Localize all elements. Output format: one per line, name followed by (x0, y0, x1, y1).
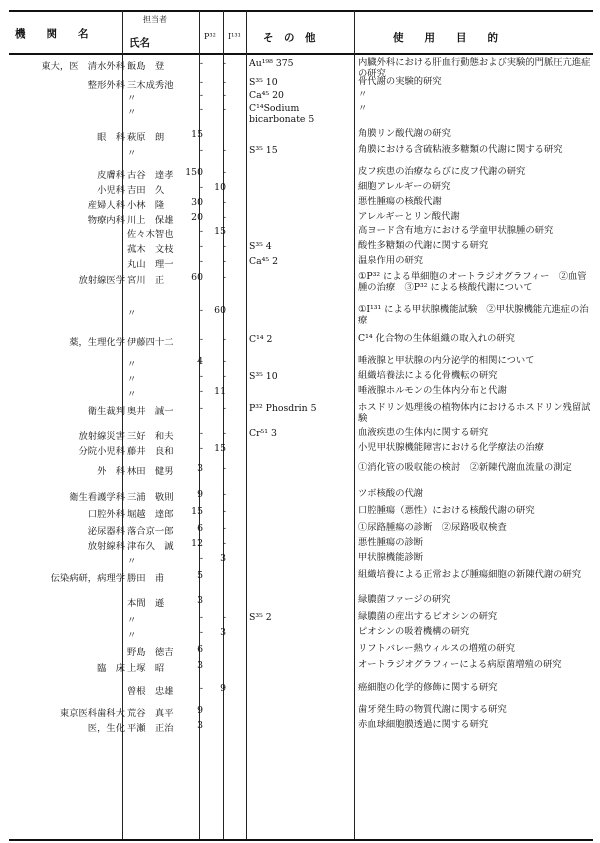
row-purpose: 温泉作用の研究 (358, 255, 424, 266)
row-p32: 4 (197, 356, 203, 367)
row-purpose: 組織培養による正常および腫瘍細胞の新陳代謝の研究 (358, 569, 582, 580)
row-purpose: ①尿路腫瘍の診断 ②尿路吸収検査 (358, 522, 507, 533)
row-purpose: ツボ核酸の代謝 (358, 488, 424, 499)
header-name-top: 担当者 (143, 15, 167, 24)
row-purpose: 角膜における含硫粘液多糖類の代謝に関する研究 (358, 144, 563, 155)
row-p32: - (199, 145, 203, 156)
row-name: 萩原 朗 (127, 132, 165, 143)
row-i131: 15 (214, 443, 226, 454)
row-other: C¹⁴Sodium bicarbonate 5 (249, 103, 315, 125)
row-name: 三木成秀池 (127, 80, 174, 91)
row-p32: 9 (197, 705, 203, 716)
row-name: 平瀬 正治 (127, 723, 174, 734)
row-org: 伝染病研，病理学 (50, 573, 125, 584)
row-name: 宮川 正 (127, 275, 165, 286)
row-p32: 60 (191, 272, 203, 283)
row-i131: - (222, 77, 226, 88)
row-purpose: 血液疾患の生体内に関する研究 (358, 427, 489, 438)
row-purpose: 甲状腺機能診断 (358, 552, 424, 563)
row-p32: - (199, 305, 203, 316)
row-name: 伊藤四十二 (127, 337, 174, 348)
row-i131: - (222, 506, 226, 517)
row-name: 野島 徳吉 (127, 647, 174, 658)
row-i131: - (222, 489, 226, 500)
row-other: S³⁵ 4 (249, 241, 272, 252)
row-name: 小林 隆 (127, 200, 165, 211)
row-p32: 3 (197, 660, 203, 671)
row-purpose: 悪性腫瘍の核酸代謝 (358, 196, 442, 207)
row-i131: - (222, 428, 226, 439)
row-p32: - (199, 683, 203, 694)
row-other: S³⁵ 2 (249, 612, 272, 623)
row-i131: - (222, 538, 226, 549)
row-purpose: アレルギーとリン酸代謝 (358, 211, 460, 222)
row-name: 荒谷 真平 (127, 708, 174, 719)
row-purpose: 細胞アレルギーの研究 (358, 181, 451, 192)
row-p32: - (199, 58, 203, 69)
header-name: 氏名 (129, 37, 150, 49)
row-name: 落合京一郎 (127, 526, 174, 537)
row-p32: - (199, 553, 203, 564)
row-name: 林田 健男 (127, 466, 174, 477)
row-i131: 11 (214, 386, 226, 397)
row-name: 〃 (127, 359, 137, 370)
row-purpose: 口腔腫瘍（悪性）における核酸代謝の研究 (358, 505, 535, 516)
row-p32: 150 (185, 167, 203, 178)
row-p32: - (199, 77, 203, 88)
row-org: 放射線科 (87, 541, 125, 552)
row-purpose: リフトバレー熱ウィルスの増殖の研究 (358, 643, 516, 654)
row-name: 奥井 誠一 (127, 406, 174, 417)
row-name: 津布久 誠 (127, 541, 174, 552)
row-name: 勝田 甫 (127, 573, 165, 584)
col-divider (246, 10, 247, 839)
row-purpose: 唾液腺と甲状腺の内分泌学的相関について (358, 355, 535, 366)
row-p32: 15 (191, 129, 203, 140)
row-name: 堀越 達郎 (127, 509, 174, 520)
row-purpose: ①消化管の吸収能の検討 ②新陳代謝血流量の測定 (358, 462, 572, 473)
row-p32: - (199, 182, 203, 193)
row-i131: - (222, 90, 226, 101)
row-p32: - (199, 612, 203, 623)
table-header (9, 10, 593, 55)
row-org: 外 科 (97, 466, 125, 477)
header-org: 機 関 名 (15, 28, 89, 40)
row-purpose: 内臓外科における肝血行動態および実験的門脈圧亢進症の研究 (358, 57, 591, 79)
row-i131: - (222, 356, 226, 367)
row-purpose: ①P³² による単細胞のオートラジオグラフィー ②血管腫の治療 ③P³² による核酸代謝について (358, 271, 587, 293)
row-p32: 30 (191, 197, 203, 208)
row-other: Au¹⁹⁸ 375 (249, 58, 294, 69)
row-org: 東大，医 清水外科 (41, 61, 125, 72)
table-bottom-rule (9, 839, 593, 841)
row-name: 飯島 登 (127, 61, 165, 72)
row-org: 口腔外科 (87, 509, 125, 520)
row-purpose: C¹⁴ 化合物の生体組織の取入れの研究 (358, 333, 515, 344)
row-i131: 3 (220, 553, 226, 564)
row-org: 臨 床 (97, 663, 125, 674)
row-other: C¹⁴ 2 (249, 334, 273, 345)
row-i131: - (222, 463, 226, 474)
row-purpose: 酸性多糖類の代謝に関する研究 (358, 240, 489, 251)
row-purpose: 唾液腺ホルモンの生体内分布と代謝 (358, 385, 507, 396)
row-org: 医，生化 (87, 723, 125, 734)
row-org: 泌尿器科 (87, 526, 125, 537)
row-purpose: 骨代謝の実験的研究 (358, 76, 442, 87)
header-other: そ の 他 (263, 32, 316, 44)
row-name: 〃 (127, 630, 137, 641)
row-i131: - (222, 256, 226, 267)
row-other: Cr⁵¹ 3 (249, 428, 277, 439)
row-name: 上塚 昭 (127, 663, 165, 674)
row-purpose: 癌細胞の化学的修飾に関する研究 (358, 682, 498, 693)
row-name: 〃 (127, 308, 137, 319)
row-org: 東京医科歯科大 (59, 708, 125, 719)
row-purpose: 〃 (358, 89, 368, 100)
row-i131: - (222, 212, 226, 223)
row-org: 分院小児科 (78, 446, 125, 457)
row-purpose: 組織培養法による化骨機転の研究 (358, 370, 498, 381)
row-org: 衛生裁判 (87, 406, 125, 417)
row-org: 産婦人科 (87, 200, 125, 211)
row-org: 眼 科 (97, 132, 125, 143)
row-i131: - (222, 612, 226, 623)
row-other: S³⁵ 10 (249, 77, 278, 88)
row-name: 丸山 理一 (127, 259, 174, 270)
row-purpose: 悪性腫瘍の診断 (358, 537, 424, 548)
row-p32: - (199, 443, 203, 454)
row-purpose: 角膜リン酸代謝の研究 (358, 128, 451, 139)
row-name: 吉田 久 (127, 185, 165, 196)
row-i131: - (222, 523, 226, 534)
row-org: 整形外科 (87, 80, 125, 91)
row-purpose: 皮フ疾患の治療ならびに皮フ代謝の研究 (358, 166, 526, 177)
row-purpose: ホスドリン処理後の植物体内におけるホスドリン残留試験 (358, 402, 591, 424)
row-i131: 15 (214, 226, 226, 237)
row-name: 〃 (127, 93, 137, 104)
row-name: 古谷 達孝 (127, 170, 174, 181)
row-name: 〃 (127, 389, 137, 400)
row-org: 小児科 (97, 185, 125, 196)
row-i131: 9 (220, 683, 226, 694)
row-p32: 6 (197, 644, 203, 655)
row-p32: - (199, 428, 203, 439)
row-name: 藤井 良和 (127, 446, 174, 457)
row-name: 三好 和夫 (127, 431, 174, 442)
row-purpose: オートラジオグラフィーによる病原菌増殖の研究 (358, 659, 562, 670)
row-p32: - (199, 90, 203, 101)
row-i131: 60 (214, 305, 226, 316)
row-i131: - (222, 334, 226, 345)
row-p32: 12 (191, 538, 203, 549)
row-other: Ca⁴⁵ 20 (249, 90, 284, 101)
row-name: 〃 (127, 374, 137, 385)
row-p32: 20 (191, 212, 203, 223)
row-name: 菰木 文枝 (127, 244, 174, 255)
row-name: 佐々木智也 (127, 229, 174, 240)
row-other: Ca⁴⁵ 2 (249, 256, 278, 267)
row-p32: 9 (197, 489, 203, 500)
row-p32: - (199, 334, 203, 345)
row-p32: - (199, 403, 203, 414)
row-name: 川上 保雄 (127, 215, 174, 226)
row-i131: - (222, 58, 226, 69)
row-p32: - (199, 627, 203, 638)
row-org: 皮膚科 (97, 170, 125, 181)
row-org: 物療内科 (87, 215, 125, 226)
row-i131: - (222, 403, 226, 414)
row-purpose: 緑膿菌ファージの研究 (358, 594, 451, 605)
row-i131: - (222, 371, 226, 382)
row-p32: 5 (197, 570, 203, 581)
row-org: 薬，生理化学 (69, 337, 125, 348)
row-other: P³² Phosdrin 5 (249, 403, 317, 414)
row-i131: - (222, 167, 226, 178)
row-purpose: 小児甲状腺機能障害における化学療法の治療 (358, 442, 544, 453)
row-i131: - (222, 104, 226, 115)
row-purpose: ①I¹³¹ による甲状腺機能試験 ②甲状腺機能亢進症の治療 (358, 304, 589, 326)
row-purpose: 歯牙発生時の物質代謝に関する研究 (358, 704, 507, 715)
col-divider (354, 10, 355, 839)
row-p32: 3 (197, 595, 203, 606)
row-org: 衛生看護学科 (69, 492, 125, 503)
row-p32: - (199, 104, 203, 115)
row-i131: - (222, 272, 226, 283)
row-p32: - (199, 386, 203, 397)
row-p32: 3 (197, 720, 203, 731)
col-divider (223, 10, 224, 839)
row-p32: - (199, 371, 203, 382)
row-name: 〃 (127, 556, 137, 567)
row-p32: - (199, 241, 203, 252)
row-name: 〃 (127, 615, 137, 626)
row-name: 本間 遜 (127, 598, 165, 609)
row-other: S³⁵ 10 (249, 371, 278, 382)
row-org: 放射線災害 (78, 431, 125, 442)
row-org: 放射線医学 (78, 275, 125, 286)
header-p32: P³² (204, 32, 216, 41)
row-purpose: 高ヨード含有地方における学童甲状腺腫の研究 (358, 225, 554, 236)
table (9, 10, 593, 839)
row-i131: - (222, 145, 226, 156)
row-p32: 3 (197, 463, 203, 474)
row-purpose: ピオシンの吸着機構の研究 (358, 626, 470, 637)
row-p32: - (199, 226, 203, 237)
header-i131: I¹³¹ (228, 32, 241, 41)
row-purpose: 赤血球細胞膜透過に関する研究 (358, 719, 489, 730)
row-other: S³⁵ 15 (249, 145, 278, 156)
row-name: 〃 (127, 148, 137, 159)
row-purpose: 〃 (358, 103, 368, 114)
row-i131: - (222, 241, 226, 252)
row-name: 曾根 忠雄 (127, 686, 174, 697)
row-i131: - (222, 197, 226, 208)
row-name: 〃 (127, 107, 137, 118)
row-p32: - (199, 256, 203, 267)
row-p32: 6 (197, 523, 203, 534)
row-name: 三浦 敬則 (127, 492, 174, 503)
header-purpose: 使 用 目 的 (393, 32, 498, 44)
row-i131: 10 (214, 182, 226, 193)
row-purpose: 緑膿菌の産出するピオシンの研究 (358, 611, 498, 622)
row-p32: 15 (191, 506, 203, 517)
row-i131: 3 (220, 627, 226, 638)
